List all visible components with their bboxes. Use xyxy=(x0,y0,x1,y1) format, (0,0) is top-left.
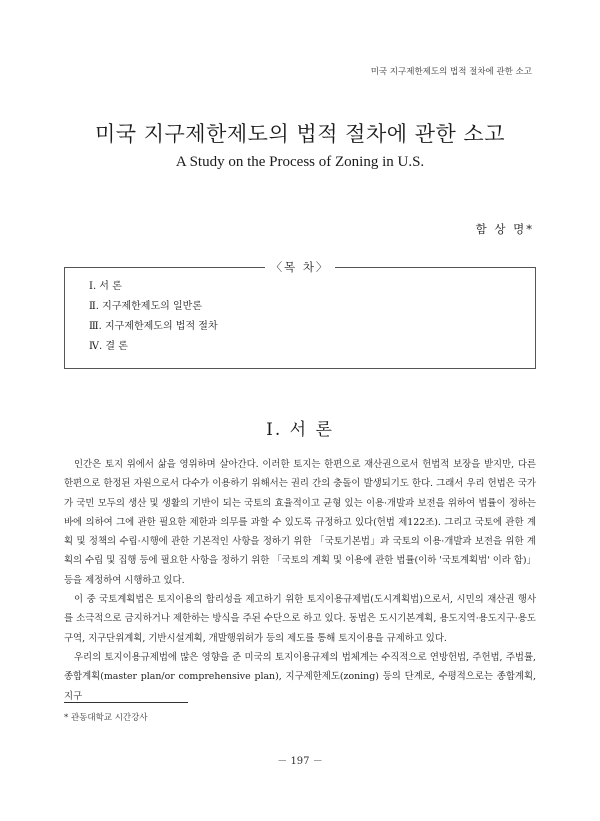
paragraph: 이 중 국토계획법은 토지이용의 합리성을 제고하기 위한 토지이용규제법(도시계획법)으로서, 시민의 재산권 행사를 소극적으로 금지하거나 제한하는 방식을 주된 수단으로 하고 있다. 동법은 도시기본계획, 용도지역·용도지구·용도구역, 지구단위계획, 기반시설계획, 개발행위허가 등의 제도를 통해 토지이용을 규제하고 있다. xyxy=(64,594,536,644)
toc-item: Ⅳ. 결 론 xyxy=(89,341,128,352)
paragraph: 인간은 토지 위에서 삶을 영위하며 살아간다. 이러한 토지는 한편으로 재산권으로서 헌법적 보장을 받지만, 다른 한편으로 한정된 자원으로서 다수가 이용하기 위해서는 권리 간의 충돌이 발생되기도 한다. 그래서 우리 헌법은 국가가 국민 모두의 생산 및 생활의 기반이 되는 국토의 효율적이고 균형 있는 이용·개발과 보전을 위하여 법률이 정하는 바에 의하여 그에 관한 필요한 제한과 의무를 과할 수 있도록 규정하고 있다(헌법 제122조). 그리고 국토에 관한 계획 및 정책의 수립·시행에 관한 기본적인 사항을 정하기 위한 「국토기본법」과 국토의 이용·개발과 보전을 위한 계획의 수립 및 집행 등에 필요한 사항을 정하기 위한 「국토의 계획 및 이용에 관한 법률(이하 '국토계획법' 이라 함)」 등을 제정하여 시행하고 있다. xyxy=(64,459,536,586)
paragraph: 우리의 토지이용규제법에 많은 영향을 준 미국의 토지이용규제의 법체계는 수직적으로 연방헌법, 주헌법, 주법률, 종합계획(master plan/or comprehensive plan), 지구제한제도(zoning) 등의 단계로, 수평적으로는 종합계획, 지구 xyxy=(64,651,536,702)
toc-heading xyxy=(65,259,535,275)
author-name: 함 상 명* xyxy=(475,222,534,236)
running-head: 미국 지구제한제도의 법적 절차에 관한 소고 xyxy=(370,67,532,77)
toc-item: Ⅱ. 지구제한제도의 일반론 xyxy=(89,301,202,312)
section-title: Ⅰ. 서 론 xyxy=(266,420,334,440)
page-number: － 197 － xyxy=(277,756,323,767)
toc-item: Ⅰ. 서 론 xyxy=(89,281,122,292)
toc-heading-label: 〈목 차〉 xyxy=(265,260,336,274)
footnote-divider xyxy=(64,702,188,703)
toc-item: Ⅲ. 지구제한제도의 법적 절차 xyxy=(89,321,218,332)
table-of-contents xyxy=(64,260,536,369)
footnote: * 관동대학교 시간강사 xyxy=(64,713,148,723)
paper-title-korean: 미국 지구제한제도의 법적 절차에 관한 소고 xyxy=(94,122,506,146)
toc-list xyxy=(89,277,218,357)
body-text xyxy=(64,455,536,706)
paper-title-english: A Study on the Process of Zoning in U.S. xyxy=(175,154,425,170)
